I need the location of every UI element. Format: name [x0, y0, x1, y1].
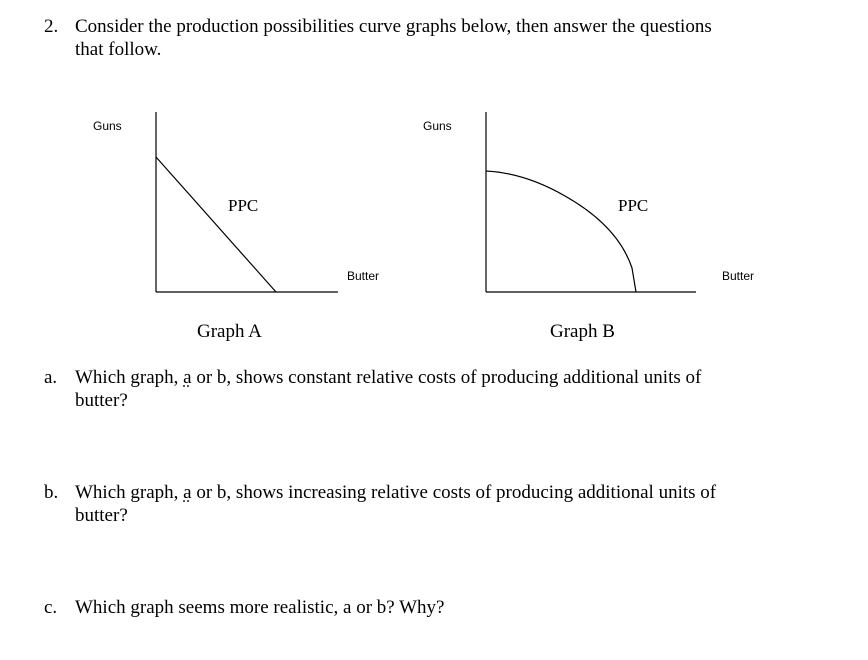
part-b-line-1-post: or b, shows increasing relative costs of producing additional units of: [191, 482, 717, 503]
part-a-line-1: [75, 366, 701, 389]
question-number: 2.: [44, 16, 59, 37]
question-text-line-1: Consider the production possibilities curve graphs below, then answer the questions: [75, 16, 712, 37]
graph-b-ppc-curve: [486, 171, 636, 292]
part-c-letter: c.: [44, 597, 58, 618]
question-text-line-2: that follow.: [75, 39, 162, 60]
part-b-line-1-pre: Which graph,: [75, 482, 184, 503]
part-a-line-1-pre: Which graph,: [75, 367, 184, 388]
part-a-line-1-a: a: [183, 367, 192, 388]
graph-a-ppc-label: PPC: [228, 196, 259, 215]
part-b-line-2: butter?: [75, 505, 128, 526]
part-a-letter: a.: [44, 367, 58, 388]
graph-a-caption: Graph A: [197, 321, 262, 342]
graph-a-y-axis-label: Guns: [93, 119, 122, 133]
graph-b-y-axis-label: Guns: [423, 119, 452, 133]
graph-b-x-axis-label: Butter: [722, 269, 755, 283]
graph-a-ppc-curve: [156, 157, 276, 292]
part-b-line-1: [75, 481, 716, 504]
graph-a-x-axis-label: Butter: [347, 269, 380, 283]
part-b-letter: b.: [44, 482, 59, 503]
part-a-line-1-post: or b, shows constant relative costs of producing additional units of: [191, 367, 702, 388]
part-b-line-1-a: a: [183, 482, 192, 503]
graph-b-ppc-label: PPC: [618, 196, 649, 215]
part-c-line-1: Which graph seems more realistic, a or b? Why?: [75, 597, 445, 618]
graph-b-caption: Graph B: [550, 321, 615, 342]
part-a-line-2: butter?: [75, 390, 128, 411]
